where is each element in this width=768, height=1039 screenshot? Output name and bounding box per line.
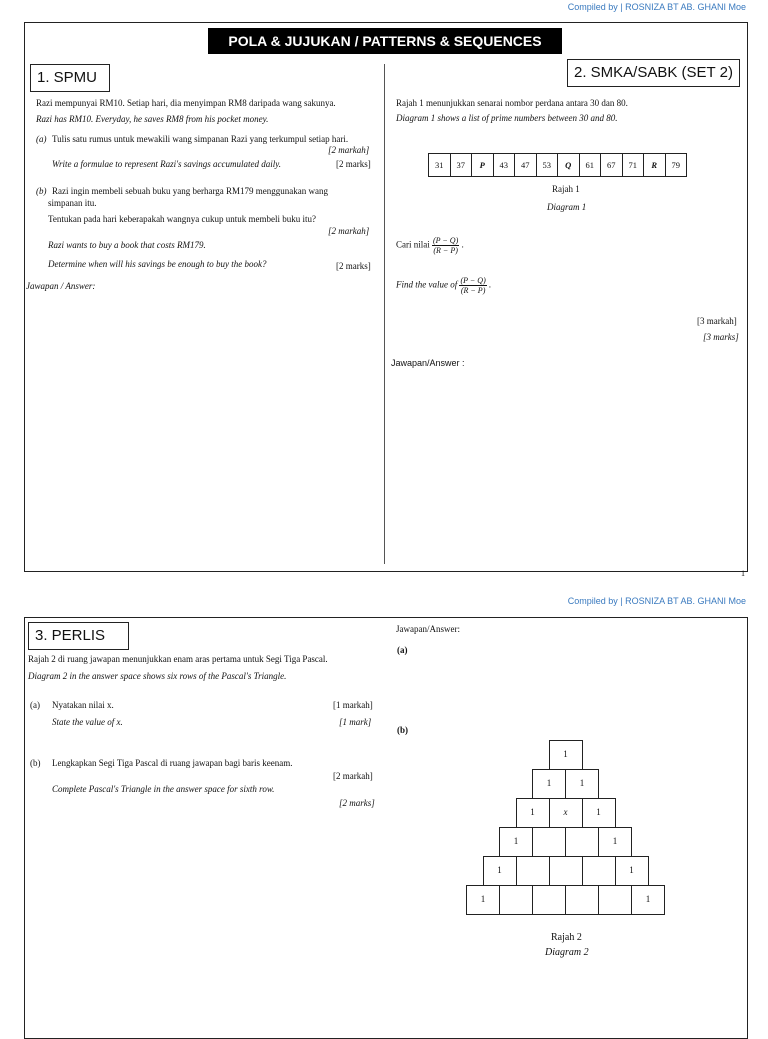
seq-cell: 47 [515,154,537,177]
q2-heading: 2. SMKA/SABK (SET 2) [567,59,740,87]
seq-cell: 37 [450,154,472,177]
q3-answer-label [396,624,460,635]
q1-b-label: (b) [36,186,47,196]
seq-cell: Q [558,154,580,177]
q3-heading: 3. PERLIS [28,622,129,650]
frac-denominator: (R − P) [433,246,458,255]
seq-cell: P [472,154,494,177]
pascal-cell: 1 [483,856,517,886]
pascal-cell: 1 [582,798,616,828]
page-number: 1 [741,569,745,578]
q3-answer-b: (b) [397,725,408,735]
period: . [461,239,464,250]
frac-numerator: (P − Q) [433,236,459,245]
q1-b-bm-marks: [2 markah] [328,226,370,236]
period: . [488,279,492,290]
q3-a-en: State the value of x. [52,717,123,727]
q1-b-en-1: Razi wants to buy a book that costs RM179. [48,240,206,250]
q2-find-en-text: Find the value of [396,279,458,290]
q3-diagram-label-bm: Rajah 2 [551,932,582,943]
seq-cell: 67 [601,154,623,177]
q1-a-bm: Tulis satu rumus untuk mewakili wang simpanan Razi yang terkumpul setiap hari. [52,134,349,144]
q3-b-bm: Lengkapkan Segi Tiga Pascal di ruang jawapan bagi baris keenam. [52,758,293,768]
seq-cell: 53 [536,154,558,177]
q3-diagram-label-en: Diagram 2 [545,947,589,958]
pascal-cell: 1 [615,856,649,886]
prime-sequence-table [428,153,687,177]
q1-answer-label: Jawapan / Answer: [26,281,96,291]
q2-intro-bm: Rajah 1 menunjukkan senarai nombor perdana antara 30 dan 80. [396,98,628,108]
q2-marks-en: [3 marks] [703,332,739,342]
q3-answer-a: (a) [397,645,408,655]
q1-a-en-marks: [2 marks] [336,159,371,169]
q2-diagram-label-bm: Rajah 1 [552,184,580,194]
q2-answer-label: Jawapan/Answer : [391,358,465,368]
q2-find-bm [396,236,464,255]
credit-bottom: Compiled by | ROSNIZA BT AB. GHANI Moe [567,596,746,606]
frac-denominator: (R − P) [460,286,486,295]
q3-a-label: (a) [30,700,40,710]
seq-cell: R [644,154,666,177]
q1-a-bm-marks: [2 markah] [328,145,370,155]
column-divider [384,64,385,564]
q2-intro-en: Diagram 1 shows a list of prime numbers between 30 and 80. [396,113,618,123]
q1-intro-bm: Razi mempunyai RM10. Setiap hari, dia menyimpan RM8 daripada wang sakunya. [36,98,336,108]
pascal-cell: 1 [532,769,566,799]
page-title: POLA & JUJUKAN / PATTERNS & SEQUENCES [208,28,562,54]
q2-fraction-en [459,276,486,295]
q3-a-bm: Nyatakan nilai x. [52,700,114,710]
pascal-cell: 1 [499,827,533,857]
pascal-cell: 1 [598,827,632,857]
q3-b-label: (b) [30,758,41,768]
frac-numerator: (P − Q) [460,276,486,285]
q1-b-bm-3: Tentukan pada hari keberapakah wangnya cukup untuk membeli buku itu? [48,214,317,224]
seq-cell: 31 [429,154,451,177]
q1-b-bm-1: Razi ingin membeli sebuah buku yang berharga RM179 menggunakan wang [52,186,329,196]
pascal-cell: 1 [466,885,500,915]
seq-cell: 61 [579,154,601,177]
q1-b-bm-2: simpanan itu. [48,198,97,208]
q2-marks-bm: [3 markah] [697,316,737,326]
q2-fraction-bm [432,236,459,255]
pascal-cell: 1 [565,769,599,799]
q2-diagram-label-en: Diagram 1 [547,202,587,212]
q2-find-bm-text: Cari nilai [396,239,430,250]
q3-a-en-marks: [1 mark] [339,717,372,727]
q3-b-bm-marks: [2 markah] [333,771,373,781]
seq-cell: 43 [493,154,515,177]
q1-a-label: (a) [36,134,47,144]
q3-b-en-marks: [2 marks] [339,798,375,808]
pascal-cell: 1 [516,798,550,828]
q3-a-bm-marks: [1 markah] [333,700,373,710]
q1-b-en-2: Determine when will his savings be enough to buy the book? [48,259,267,269]
q1-b-en-marks: [2 marks] [336,261,371,271]
q2-find-en [396,276,491,295]
pascal-cell: x [549,798,583,828]
pascal-cell: 1 [549,740,583,770]
q1-intro-en: Razi has RM10. Everyday, he saves RM8 from his pocket money. [36,114,269,124]
q1-heading: 1. SPMU [30,64,110,92]
q3-b-en: Complete Pascal's Triangle in the answer space for sixth row. [52,784,275,794]
q1-a-en: Write a formulae to represent Razi's savings accumulated daily. [52,159,281,169]
seq-cell: 79 [665,154,687,177]
pascal-cell: 1 [631,885,665,915]
q3-intro-en: Diagram 2 in the answer space shows six rows of the Pascal's Triangle. [28,671,287,681]
credit-top: Compiled by | ROSNIZA BT AB. GHANI Moe [567,2,746,12]
seq-cell: 71 [622,154,644,177]
answer-text: Jawapan/Answer: [396,624,460,634]
q3-intro-bm: Rajah 2 di ruang jawapan menunjukkan enam aras pertama untuk Segi Tiga Pascal. [28,654,328,664]
